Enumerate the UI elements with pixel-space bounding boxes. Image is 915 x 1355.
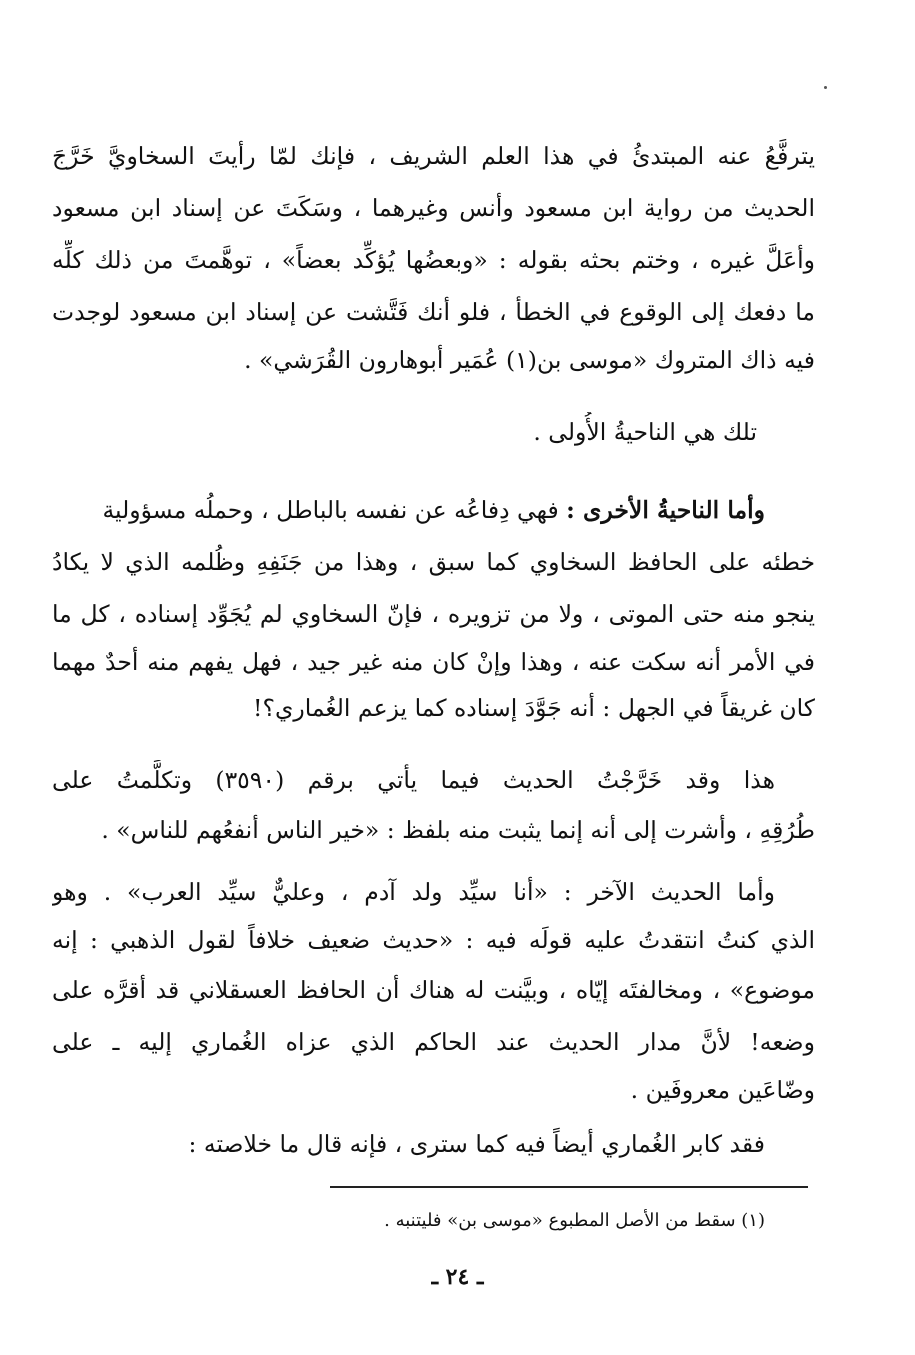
paragraph-5-line-3: موضوع» ، ومخالفتَه إيّاه ، وبيَّنت له هناك أن الحافظ العسقلاني قد أقرَّه على: [52, 976, 815, 1004]
page-number: ـ ٢٤ ـ: [431, 1264, 484, 1290]
paragraph-3-line-5: كان غريقاً في الجهل : أنه جَوَّدَ إسناده كما يزعم الغُماري؟!: [253, 694, 815, 722]
paragraph-3-line-1-text: فهي دِفاعُه عن نفسه بالباطل ، وحملُه مسؤولية: [102, 496, 567, 524]
paragraph-1-line-5: فيه ذاك المتروك «موسى بن(١) عُمَير أبوهارون القُرَشي» .: [244, 346, 815, 374]
paragraph-3-lead: وأما الناحيةُ الأخرى :: [566, 496, 765, 524]
paragraph-1-line-3: وأعَلَّ غيره ، وختم بحثه بقوله : «وبعضُها يُؤكِّد بعضاً» ، توهَّمتَ من ذلك كلِّه: [52, 246, 815, 274]
scan-dot-mark: [824, 86, 827, 89]
paragraph-5-line-5: وضّاعَين معروفَين .: [630, 1076, 815, 1104]
paragraph-4-line-2: طُرُقِهِ ، وأشرت إلى أنه إنما يثبت منه بلفظ : «خير الناس أنفعُهم للناس» .: [101, 816, 815, 844]
paragraph-2-line: تلك هي الناحيةُ الأُولى .: [533, 418, 757, 446]
paragraph-3-line-2: خطئه على الحافظ السخاوي كما سبق ، وهذا من جَنَفِهِ وظُلمه الذي لا يكادُ: [52, 548, 815, 576]
paragraph-3-line-1: [52, 490, 765, 530]
paragraph-1-line-4: ما دفعك إلى الوقوع في الخطأ ، فلو أنك فَتَّشت عن إسناد ابن مسعود لوجدت: [52, 298, 815, 326]
footnote: (١) سقط من الأصل المطبوع «موسى بن» فليتنبه .: [384, 1210, 765, 1231]
paragraph-5-line-2: الذي كنتُ انتقدتُ عليه قولَه فيه : «حديث ضعيف خلافاً لقول الذهبي : إنه: [52, 926, 815, 954]
paragraph-5-line-1: وأما الحديث الآخر : «أنا سيِّد ولد آدم ، وعليٌّ سيِّد العرب» . وهو: [52, 878, 775, 906]
paragraph-6-line: فقد كابر الغُماري أيضاً فيه كما سترى ، فإنه قال ما خلاصته :: [188, 1130, 765, 1158]
paragraph-3-line-4: في الأمر أنه سكت عنه ، وهذا وإنْ كان منه غير جيد ، فهل يفهم منه أحدٌ مهما: [52, 648, 815, 676]
paragraph-4-line-1: هذا وقد خَرَّجْتُ الحديث فيما يأتي برقم (٣٥٩٠) وتكلَّمتُ على: [52, 766, 775, 794]
paragraph-1-line-1: يترفَّعُ عنه المبتدئُ في هذا العلم الشريف ، فإنك لمّا رأيتَ السخاويَّ خَرَّجَ: [52, 142, 815, 170]
paragraph-3-line-3: ينجو منه حتى الموتى ، ولا من تزويره ، فإنّ السخاوي لم يُجَوِّد إسناده ، كل ما: [52, 600, 815, 628]
paragraph-5-line-4: وضعه! لأنَّ مدار الحديث عند الحاكم الذي عزاه الغُماري إليه ـ على: [52, 1028, 815, 1056]
footnote-separator: [330, 1186, 808, 1188]
paragraph-1-line-2: الحديث من رواية ابن مسعود وأنس وغيرهما ، وسَكَتَ عن إسناد ابن مسعود: [52, 194, 815, 222]
